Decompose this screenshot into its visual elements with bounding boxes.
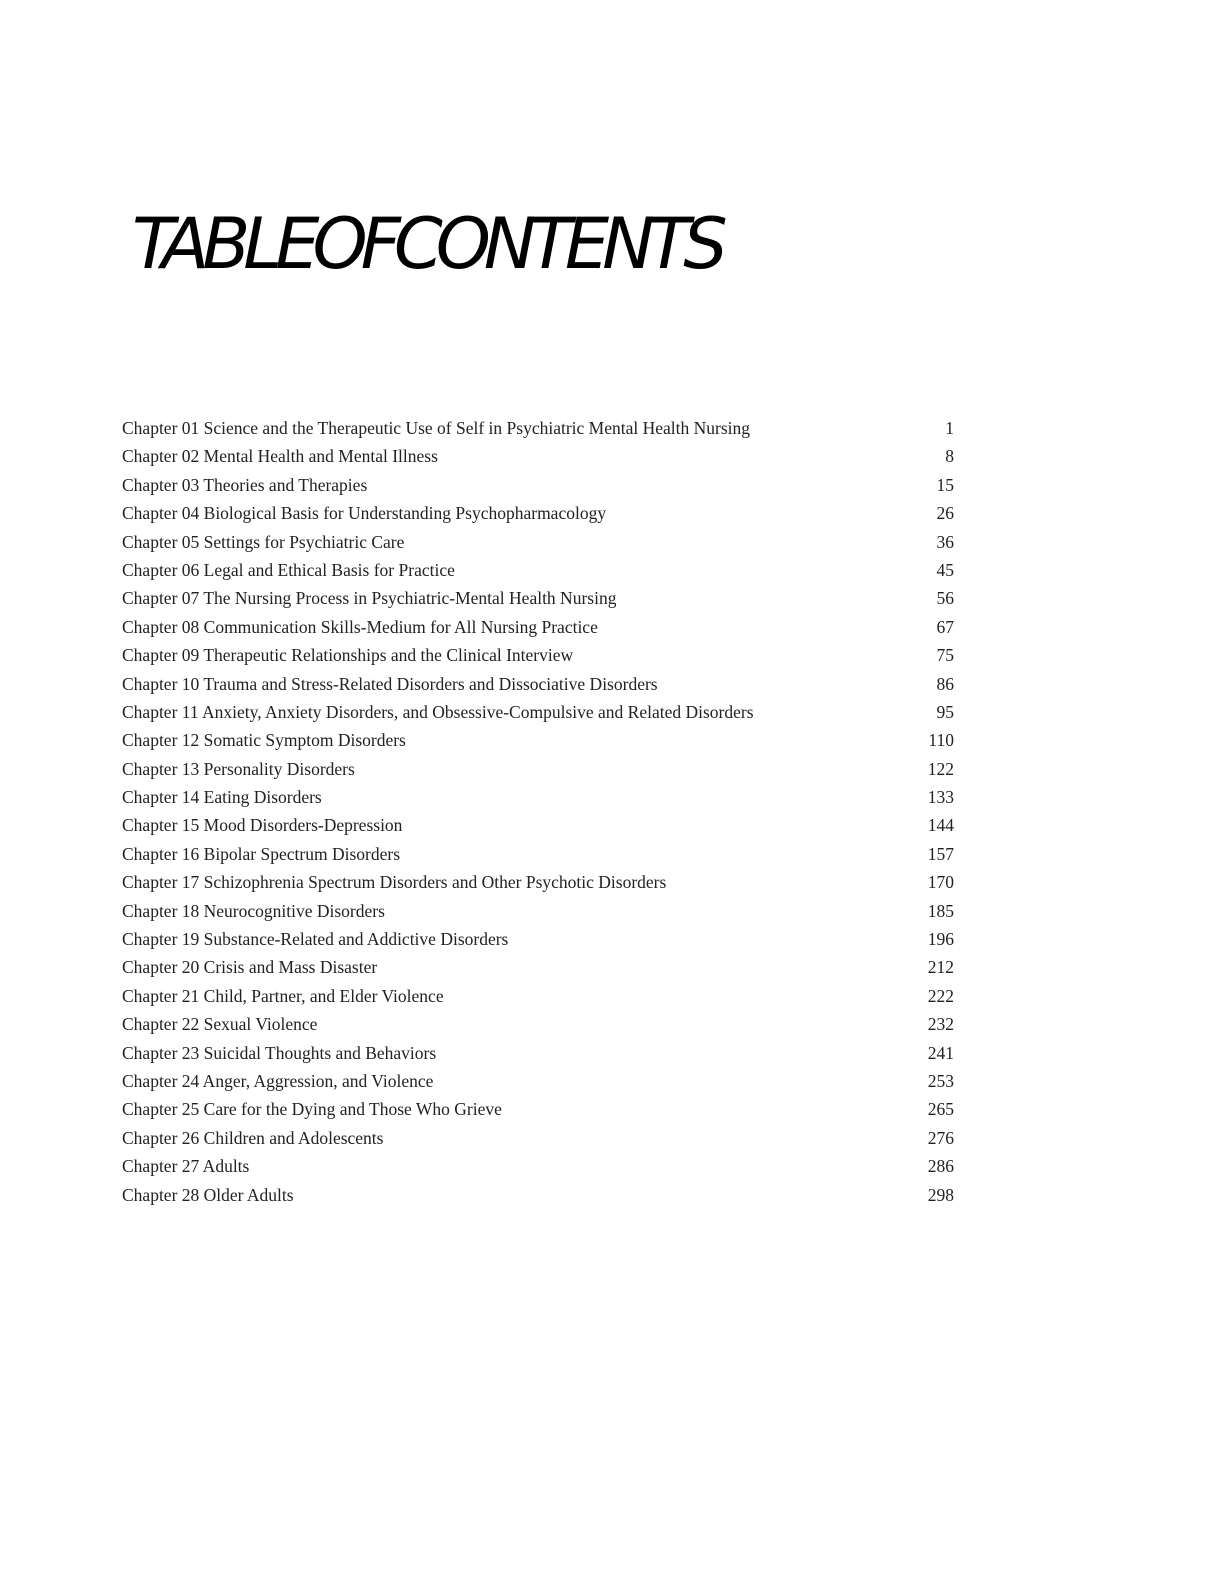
toc-entry (122, 503, 954, 531)
toc-entry (122, 759, 954, 787)
toc-entry-page: 286 (927, 1156, 954, 1177)
toc-entry-title: Chapter 01 Science and the Therapeutic Use of Self in Psychiatric Mental Health Nursing (122, 418, 751, 438)
toc-entry-title: Chapter 14 Eating Disorders (122, 787, 322, 808)
toc-entry-title: Chapter 12 Somatic Symptom Disorders (122, 730, 406, 751)
toc-entry-title: Chapter 02 Mental Health and Mental Illness (122, 446, 438, 467)
toc-entry-page: 232 (927, 1014, 954, 1035)
toc-entry-title: Chapter 09 Therapeutic Relationships and the Clinical Interview (122, 645, 574, 666)
toc-entry-title: Chapter 16 Bipolar Spectrum Disorders (122, 843, 401, 864)
toc-entry-page: 170 (927, 872, 954, 893)
toc-entry-page: 8 (945, 446, 954, 467)
toc-entry-page: 265 (927, 1099, 954, 1120)
toc-entry-title: Chapter 28 Older Adults (122, 1184, 294, 1205)
toc-entry-page: 86 (936, 673, 954, 694)
table-of-contents (122, 418, 954, 1213)
toc-entry-title: Chapter 13 Personality Disorders (122, 758, 355, 779)
toc-entry-page: 36 (936, 531, 954, 552)
toc-entry (122, 1185, 954, 1213)
toc-entry-title: Chapter 17 Schizophrenia Spectrum Disorders and Other Psychotic Disorders (122, 872, 667, 893)
toc-entry (122, 787, 954, 815)
toc-entry-title: Chapter 05 Settings for Psychiatric Care (122, 531, 405, 552)
toc-entry-page: 122 (927, 758, 954, 779)
toc-entry (122, 1043, 954, 1071)
toc-entry-page: 67 (936, 616, 954, 637)
toc-entry-title: Chapter 07 The Nursing Process in Psychiatric-Mental Health Nursing (122, 588, 617, 609)
toc-entry-page: 1 (945, 418, 954, 438)
toc-entry (122, 1014, 954, 1042)
page-title: TABLEOFCONTENTS (132, 202, 721, 285)
toc-entry-title: Chapter 23 Suicidal Thoughts and Behaviors (122, 1042, 437, 1063)
toc-entry-title: Chapter 08 Communication Skills-Medium for All Nursing Practice (122, 616, 598, 637)
toc-entry-page: 56 (936, 588, 954, 609)
toc-entry (122, 730, 954, 758)
toc-entry (122, 588, 954, 616)
toc-entry-page: 144 (927, 815, 954, 836)
toc-entry (122, 844, 954, 872)
toc-entry-title: Chapter 15 Mood Disorders-Depression (122, 815, 403, 836)
toc-entry-title: Chapter 21 Child, Partner, and Elder Violence (122, 985, 444, 1006)
toc-entry (122, 1128, 954, 1156)
toc-entry-page: 241 (927, 1042, 954, 1063)
toc-entry-page: 276 (927, 1127, 954, 1148)
toc-entry-title: Chapter 10 Trauma and Stress-Related Disorders and Dissociative Disorders (122, 673, 658, 694)
toc-entry-page: 15 (936, 474, 954, 495)
toc-entry-title: Chapter 27 Adults (122, 1156, 250, 1177)
toc-entry (122, 560, 954, 588)
toc-entry (122, 532, 954, 560)
toc-entry-title: Chapter 25 Care for the Dying and Those Who Grieve (122, 1099, 502, 1120)
toc-entry-title: Chapter 20 Crisis and Mass Disaster (122, 957, 378, 978)
toc-entry-title: Chapter 03 Theories and Therapies (122, 474, 368, 495)
toc-entry (122, 929, 954, 957)
toc-entry-title: Chapter 24 Anger, Aggression, and Violence (122, 1070, 434, 1091)
toc-entry-page: 95 (936, 701, 954, 722)
toc-entry-page: 196 (927, 929, 954, 950)
toc-entry-page: 253 (927, 1070, 954, 1091)
toc-entry-page: 75 (936, 645, 954, 666)
toc-entry-title: Chapter 11 Anxiety, Anxiety Disorders, and Obsessive-Compulsive and Related Disorders (122, 701, 754, 722)
toc-entry (122, 418, 954, 446)
toc-entry-page: 26 (936, 503, 954, 524)
toc-entry (122, 645, 954, 673)
toc-entry (122, 702, 954, 730)
toc-entry-page: 298 (927, 1184, 954, 1205)
toc-entry-title: Chapter 19 Substance-Related and Addictive Disorders (122, 929, 509, 950)
toc-entry-title: Chapter 06 Legal and Ethical Basis for Practice (122, 559, 455, 580)
toc-entry (122, 957, 954, 985)
toc-entry-title: Chapter 26 Children and Adolescents (122, 1127, 384, 1148)
toc-entry (122, 872, 954, 900)
toc-entry-title: Chapter 22 Sexual Violence (122, 1014, 318, 1035)
toc-entry-title: Chapter 18 Neurocognitive Disorders (122, 900, 385, 921)
toc-entry (122, 986, 954, 1014)
toc-entry-page: 222 (927, 985, 954, 1006)
toc-entry (122, 446, 954, 474)
toc-entry-page: 133 (927, 787, 954, 808)
toc-entry (122, 901, 954, 929)
toc-entry (122, 475, 954, 503)
toc-entry-page: 45 (936, 559, 954, 580)
toc-entry-page: 185 (927, 900, 954, 921)
toc-entry-page: 157 (927, 843, 954, 864)
toc-entry (122, 1071, 954, 1099)
toc-entry-page: 212 (927, 957, 954, 978)
toc-entry-page: 110 (928, 730, 954, 751)
toc-entry (122, 1099, 954, 1127)
toc-entry (122, 674, 954, 702)
toc-entry (122, 815, 954, 843)
toc-entry (122, 617, 954, 645)
toc-entry-title: Chapter 04 Biological Basis for Understanding Psychopharmacology (122, 503, 607, 524)
toc-entry (122, 1156, 954, 1184)
